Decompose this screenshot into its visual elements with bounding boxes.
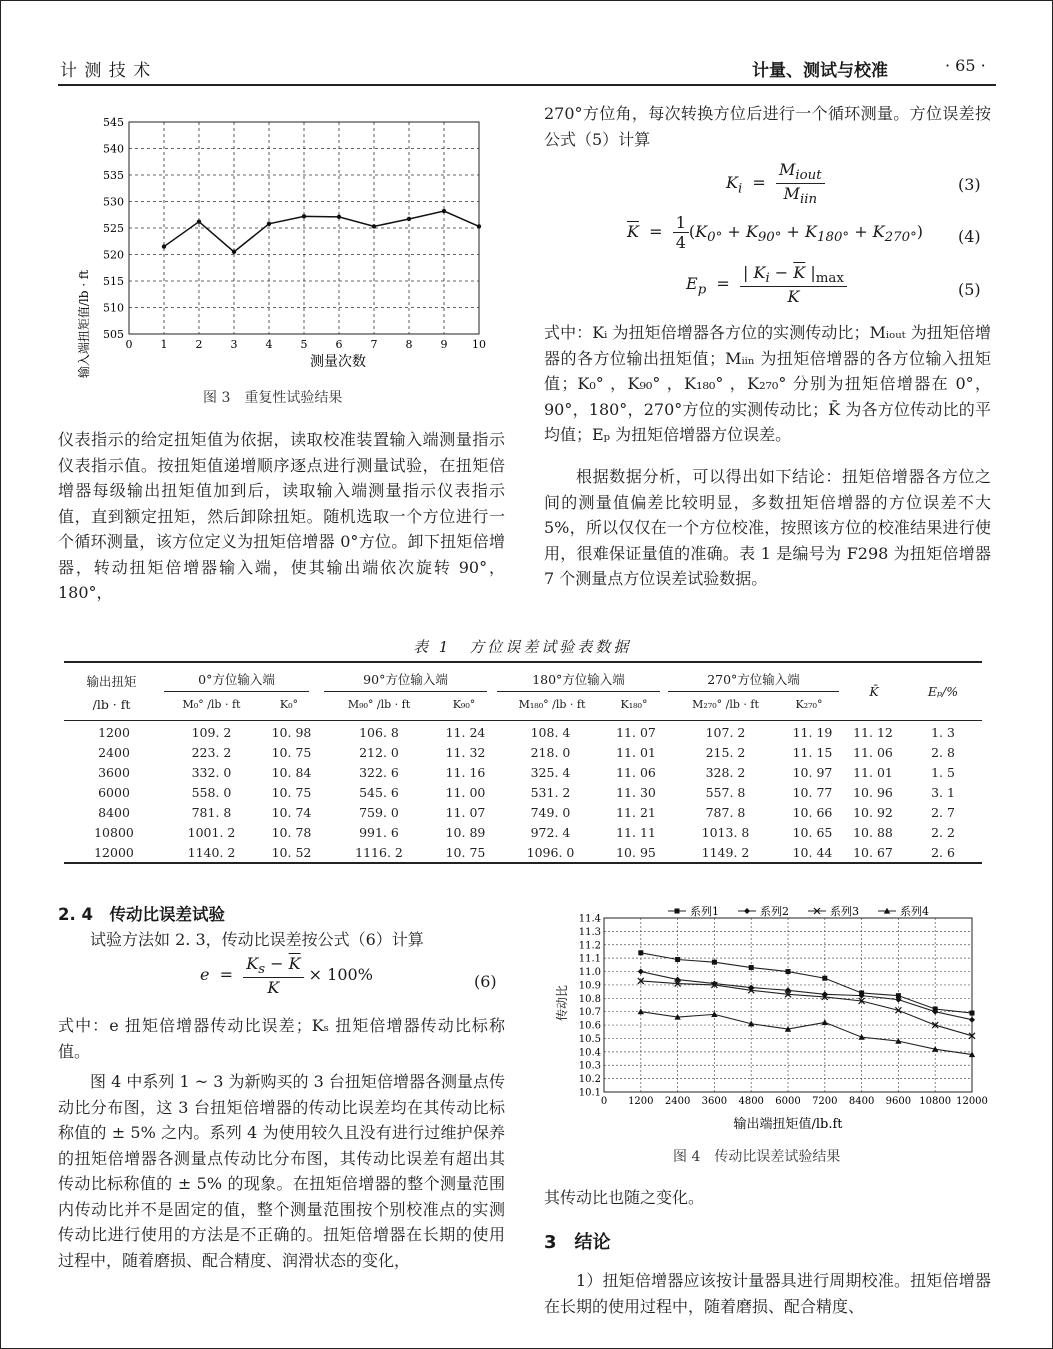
square-marker — [638, 950, 643, 955]
table-cell: 11. 16 — [445, 764, 486, 780]
table-row — [64, 782, 982, 802]
y-tick-label: 11.3 — [578, 926, 601, 938]
data-point — [162, 244, 166, 248]
table-cell: 11. 32 — [445, 744, 486, 760]
figure4-legend — [668, 904, 929, 918]
table-row — [64, 742, 982, 762]
data-point — [407, 217, 411, 221]
table-cell: 558. 0 — [191, 784, 232, 800]
table-cell: 1149. 2 — [701, 844, 750, 860]
right-conclusion-paragraph: 根据数据分析，可以得出如下结论：扭矩倍增器各方位之间的测量值偏差比较明显，多数扭矩倍增器的方位误差不大 5%，所以仅仅在一个方位校准，按照该方位的校准结果进行使用，很难保证量值的准确。表 1 是编号为 F298 为扭矩倍增器 7 个测量点方位误差试验数据。 — [544, 467, 991, 588]
y-tick-label: 10.8 — [578, 993, 601, 1005]
x-tick-label: 0 — [125, 338, 133, 351]
y-tick-label: 10.6 — [578, 1020, 601, 1032]
x-tick-label: 3600 — [701, 1096, 728, 1107]
table1-h-group-270: 270°方位输入端 — [707, 672, 800, 687]
x-tick-label: 6000 — [775, 1096, 801, 1107]
x-tick-label: 6 — [335, 338, 343, 351]
figure4-caption: 图 4 传动比误差试验结果 — [673, 1149, 841, 1165]
table-cell: 11. 12 — [853, 724, 893, 740]
x-tick-label: 2 — [195, 338, 203, 351]
table-cell: 212. 0 — [359, 744, 399, 760]
table1-group-rule-0 — [164, 691, 309, 692]
table-cell: 531. 2 — [530, 784, 571, 800]
table-cell: 10. 97 — [792, 764, 833, 780]
table-cell: 325. 4 — [530, 764, 571, 780]
equation-4: $\overline{K}$ = $\frac{1}{4}$ $(K_{0^\circ} + K_{90^\circ} + K_{180^\circ} + K_{270^\circ})$ — [627, 213, 923, 252]
x-tick-label: 7200 — [812, 1096, 838, 1107]
figure4-chart — [552, 898, 988, 1134]
table-cell: 11. 30 — [616, 784, 656, 800]
legend-label: 系列3 — [830, 905, 859, 918]
data-point — [372, 224, 376, 228]
plot-frame — [604, 918, 972, 1092]
section-2-4-heading: 2. 4 传动比误差试验 — [58, 905, 225, 924]
series-1 — [638, 950, 974, 1015]
table-cell: 10. 88 — [853, 824, 893, 840]
square-marker — [712, 960, 717, 965]
table-cell: 1013. 8 — [701, 824, 750, 840]
table-cell: 10. 95 — [616, 844, 656, 860]
table1-bottom-rule — [64, 862, 982, 864]
figure3-chart — [74, 112, 494, 380]
table1-h-k180: K₁₈₀° — [620, 698, 648, 711]
table-cell: 322. 6 — [359, 764, 399, 780]
y-tick-label: 10.2 — [578, 1074, 601, 1086]
figure3-ticks — [103, 116, 486, 351]
y-tick-label: 10.7 — [578, 1007, 601, 1019]
data-point — [442, 209, 446, 213]
y-tick-label: 525 — [103, 222, 124, 235]
x-tick-label: 10800 — [919, 1096, 952, 1107]
x-tick-label: 8400 — [848, 1096, 875, 1107]
diamond-marker — [744, 908, 750, 914]
table-cell: 11. 00 — [445, 784, 486, 800]
table-cell: 10. 44 — [792, 844, 833, 860]
data-point — [302, 214, 306, 218]
table-cell: 557. 8 — [705, 784, 746, 800]
x-tick-label: 5 — [300, 338, 308, 351]
series-4 — [638, 1008, 976, 1057]
table-cell: 3. 1 — [931, 784, 955, 800]
y-tick-label: 530 — [103, 195, 124, 209]
table-cell: 10. 52 — [271, 844, 312, 860]
table-cell: 1116. 2 — [355, 844, 403, 860]
equation-3-number: (3) — [958, 175, 981, 194]
table1-group-rule-270 — [668, 691, 839, 692]
figure3-series — [162, 209, 481, 254]
table-cell: 11. 24 — [445, 724, 486, 740]
x-tick-label: 4 — [265, 338, 273, 351]
table-cell: 2. 8 — [931, 744, 955, 760]
x-tick-label: 8 — [405, 338, 413, 351]
table-cell: 6000 — [98, 784, 130, 800]
y-tick-label: 510 — [103, 301, 124, 315]
square-marker — [970, 1011, 975, 1016]
x-tick-label: 1 — [160, 338, 168, 351]
table1-h-torque: 输出扭矩 — [86, 674, 137, 689]
square-marker — [822, 976, 827, 981]
y-tick-label: 515 — [103, 275, 124, 288]
figure3-xlabel: 测量次数 — [310, 354, 366, 370]
table1-h-group-180: 180°方位输入端 — [532, 672, 625, 687]
table1-h-k90: K₉₀° — [452, 698, 476, 711]
table-cell: 11. 06 — [616, 764, 656, 780]
table-cell: 1200 — [98, 724, 130, 740]
data-point — [197, 219, 201, 223]
table-cell: 10. 98 — [271, 724, 312, 740]
table-cell: 2. 2 — [931, 824, 955, 840]
table1-h-m180: M₁₈₀° /lb · ft — [518, 698, 586, 711]
table1-h-k0: K₀° — [279, 698, 299, 711]
square-marker — [675, 909, 680, 914]
table-cell: 787. 8 — [705, 804, 746, 820]
equation-5-number: (5) — [958, 280, 981, 299]
table1-h-m270: M₂₇₀° /lb · ft — [692, 698, 759, 711]
table-cell: 10. 78 — [271, 824, 312, 840]
data-point — [477, 224, 481, 228]
equation-4-number: (4) — [958, 227, 981, 246]
table-cell: 11. 19 — [792, 724, 833, 740]
x-tick-label: 9600 — [885, 1096, 912, 1107]
table-cell: 218. 0 — [530, 744, 571, 760]
legend-label: 系列1 — [690, 905, 719, 918]
table-row — [64, 722, 982, 742]
figure4-xlabel: 输出端扭矩值/lb.ft — [733, 1117, 843, 1132]
section-2-4-definition: 式中：e 扭矩倍增器传动比误差；Kₛ 扭矩倍增器传动比标称值。 — [58, 1016, 505, 1061]
table-cell: 8400 — [98, 804, 130, 820]
figure3-grid — [129, 122, 479, 334]
table-cell: 759. 0 — [359, 804, 399, 820]
table1-h-kbar: K̄ — [869, 684, 879, 699]
table-cell: 545. 6 — [359, 784, 399, 800]
figure4-grid — [604, 918, 972, 1092]
table-cell: 11. 07 — [445, 804, 486, 820]
section-3-paragraph: 1）扭矩倍增器应该按计量器具进行周期校准。扭矩倍增器在长期的使用过程中，随着磨损、配合精度、 — [544, 1271, 991, 1316]
y-tick-label: 10.9 — [578, 980, 601, 992]
table-cell: 1140. 2 — [187, 844, 236, 860]
table-cell: 12000 — [94, 844, 134, 860]
table-cell: 11. 15 — [792, 744, 833, 760]
table-cell: 11. 21 — [616, 804, 656, 820]
table-cell: 749. 0 — [530, 804, 571, 820]
table-cell: 107. 2 — [705, 724, 746, 740]
figure4-axes — [604, 918, 972, 1092]
y-tick-label: 540 — [103, 142, 124, 156]
y-tick-label: 10.5 — [578, 1033, 601, 1045]
table-cell: 10. 75 — [271, 744, 312, 760]
table-cell: 108. 4 — [530, 724, 571, 740]
header-rule — [58, 84, 996, 86]
section-2-4-intro: 试验方法如 2. 3，传动比误差按公式（6）计算 — [90, 930, 424, 949]
table-cell: 10. 74 — [271, 804, 312, 820]
table1-header-rule — [64, 720, 982, 721]
table-row — [64, 802, 982, 822]
table1-h-group-0: 0°方位输入端 — [198, 672, 275, 687]
table-cell: 1001. 2 — [187, 824, 236, 840]
table-cell: 11. 06 — [853, 744, 893, 760]
table-cell: 10. 92 — [853, 804, 893, 820]
x-tick-label: 10 — [472, 338, 486, 351]
y-tick-label: 11.2 — [578, 940, 601, 952]
y-tick-label: 11.1 — [578, 953, 601, 965]
table1-h-group-90: 90°方位输入端 — [363, 672, 448, 687]
figure3-caption: 图 3 重复性试验结果 — [203, 390, 343, 406]
table-cell: 10. 75 — [271, 784, 312, 800]
table-cell: 11. 01 — [616, 744, 656, 760]
figure3-ylabel: 输入端扭矩值/lb · ft — [77, 269, 91, 379]
table1-body — [64, 722, 982, 862]
table-cell: 106. 8 — [359, 724, 399, 740]
table-cell: 10. 67 — [853, 844, 893, 860]
triangle-marker — [822, 1019, 828, 1025]
y-tick-label: 505 — [103, 328, 124, 341]
table-cell: 991. 6 — [359, 824, 399, 840]
x-tick-label: 7 — [370, 338, 378, 351]
right-top-paragraph: 270°方位角，每次转换方位后进行一个循环测量。方位误差按公式（5）计算 — [544, 104, 991, 149]
y-tick-label: 10.4 — [578, 1047, 601, 1059]
data-point — [267, 222, 271, 226]
table-row — [64, 822, 982, 842]
x-tick-label: 3 — [230, 338, 238, 351]
x-tick-label: 1200 — [628, 1096, 654, 1107]
table-cell: 10. 89 — [445, 824, 486, 840]
triangle-marker — [638, 1008, 644, 1014]
table-cell: 10800 — [94, 824, 134, 840]
table-cell: 972. 4 — [530, 824, 571, 840]
table-cell: 1. 3 — [931, 724, 955, 740]
series-line — [641, 1012, 972, 1055]
y-tick-label: 520 — [103, 248, 124, 262]
diamond-marker — [638, 969, 644, 975]
series-line — [641, 981, 972, 1036]
diamond-marker — [969, 1017, 975, 1023]
square-marker — [749, 965, 754, 970]
table-cell: 10. 77 — [792, 784, 833, 800]
table-cell: 11. 11 — [616, 824, 656, 840]
table-cell: 215. 2 — [705, 744, 746, 760]
figure4-series — [638, 950, 976, 1057]
table-row — [64, 762, 982, 782]
equation-3: $K_i$ = $\frac{M_{iout}}{M_{iin}}$ — [726, 160, 825, 207]
table-cell: 1. 5 — [931, 764, 955, 780]
table-cell: 10. 66 — [792, 804, 833, 820]
x-tick-label: 0 — [600, 1096, 608, 1107]
table1-h-m90: M₉₀° /lb · ft — [347, 698, 411, 711]
page-number: · 65 · — [945, 56, 986, 75]
table-cell: 109. 2 — [191, 724, 232, 740]
table-cell: 10. 65 — [792, 824, 833, 840]
section-title: 计量、测试与校准 — [752, 61, 888, 81]
left-top-paragraph: 仪表指示的给定扭矩值为依据，读取校准装置输入端测量指示仪表指示值。按扭矩值递增顺序逐点进行测量试验，在扭矩倍增器每级输出扭矩值加到后，读取输入端测量指示仪表指示值，直到额定扭矩，然后卸除扭矩。随机选取一个方位进行一个循环测量，该方位定义为扭矩倍增器 0°方位。卸下扭矩倍增器，转动扭矩倍增器输入端，使其输出端依次旋转 90°，180°， — [58, 430, 505, 602]
y-tick-label: 10.3 — [578, 1060, 601, 1072]
y-tick-label: 11.0 — [578, 967, 601, 979]
table-cell: 328. 2 — [705, 764, 746, 780]
table1-group-rule-180 — [497, 691, 660, 692]
table1-h-ep: Eₚ/% — [927, 684, 959, 699]
table-cell: 10. 84 — [271, 764, 312, 780]
table1-group-rule-90 — [324, 691, 487, 692]
table-cell: 11. 07 — [616, 724, 656, 740]
table-cell: 3600 — [98, 764, 130, 780]
legend-label: 系列2 — [760, 905, 789, 918]
table-cell: 10. 75 — [445, 844, 486, 860]
section-2-4-paragraph: 图 4 中系列 1 ~ 3 为新购买的 3 台扭矩倍增器各测量点传动比分布图，这 3 台扭矩倍增器的传动比误差均在其传动比标称值的 ± 5% 之内。系列 4 为使用较久且没有进行过维护保养的扭矩倍增器各测量点传动比分布图，其传动比误差有超出其传动比标称值的 ± 5% 的现象。在扭矩倍增器的整个测量范围内传动比并不是固定的值，整个测量范围按个别校准点的实测传动比进行使用的方法是不正确的。扭矩倍增器在长期的使用过程中，随着磨损、配合精度、润滑状态的变化， — [58, 1072, 505, 1270]
x-tick-label: 2400 — [664, 1096, 691, 1107]
table-cell: 11. 01 — [853, 764, 893, 780]
journal-name: 计 测 技 术 — [60, 61, 152, 81]
equation-6: e = $\frac{K_s - \overline{K}}{K}$ × 100% — [200, 954, 373, 998]
table1-h-k270: K₂₇₀° — [795, 698, 823, 711]
y-tick-label: 545 — [103, 116, 124, 129]
series-line — [641, 953, 972, 1013]
right-definition-paragraph: 式中：Kᵢ 为扭矩倍增器各方位的实测传动比；Mᵢₒᵤₜ 为扭矩倍增器的各方位输出扭矩值；Mᵢᵢₙ 为扭矩倍增器的各方位输入扭矩值；K₀° ，K₉₀° ，K₁₈₀° ，K₂₇₀° 分别为扭矩倍增器在 0°，90°，180°，270°方位的实测传动比；K̄ 为各方位传动比的平均值；Eₚ 为扭矩倍增器方位误差。 — [544, 323, 991, 444]
right-bottom-continuation: 其传动比也随之变化。 — [544, 1188, 705, 1207]
table-cell: 223. 2 — [191, 744, 232, 760]
table1-h-m0: M₀° /lb · ft — [182, 698, 241, 711]
y-tick-label: 10.1 — [578, 1087, 601, 1099]
y-tick-label: 535 — [103, 169, 124, 182]
table1-top-rule — [64, 661, 982, 663]
x-tick-label: 9 — [440, 338, 448, 351]
table1-h-unit: /lb · ft — [92, 697, 131, 712]
square-marker — [786, 969, 791, 974]
table1-title: 表 1 方位误差试验表数据 — [413, 638, 632, 656]
square-marker — [675, 957, 680, 962]
y-tick-label: 11.4 — [578, 913, 601, 925]
equation-6-number: (6) — [474, 972, 497, 991]
table-cell: 781. 8 — [191, 804, 232, 820]
data-point — [337, 215, 341, 219]
series-line — [164, 211, 479, 252]
table-cell: 2400 — [98, 744, 130, 760]
table-row — [64, 842, 982, 862]
table-cell: 1096. 0 — [526, 844, 575, 860]
table-cell: 10. 96 — [853, 784, 893, 800]
x-tick-label: 4800 — [738, 1096, 764, 1107]
section-3-heading: 3 结论 — [544, 1232, 611, 1253]
table-cell: 332. 0 — [191, 764, 232, 780]
legend-label: 系列4 — [900, 905, 929, 918]
figure4-ylabel: 传动比 — [555, 984, 569, 1022]
table-cell: 2. 6 — [931, 844, 955, 860]
data-point — [232, 250, 236, 254]
equation-5: $E_p$ = $\frac{| K_i - \overline{K} |_{max}}{K}$ — [686, 263, 847, 306]
x-tick-label: 12000 — [956, 1096, 988, 1107]
table-cell: 2. 7 — [931, 804, 955, 820]
